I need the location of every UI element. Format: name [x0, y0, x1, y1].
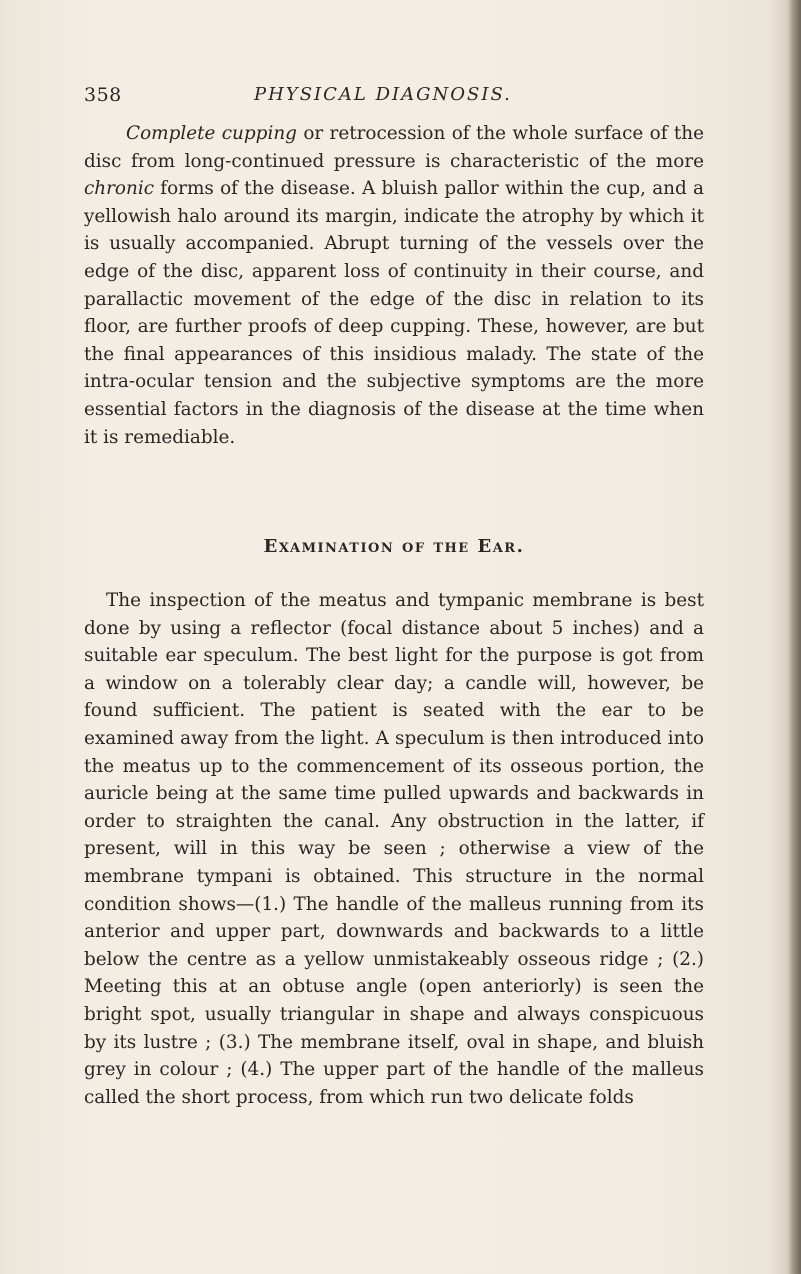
page-number: 358 — [84, 84, 122, 106]
page-edge-shadow — [787, 0, 801, 1274]
paragraph-text: forms of the disease. A bluish pallor within the cup, and a yellowish halo around its margin, indicate the atrophy by which it is usually accompanied. Abrupt turning of the vessels over the edge of the disc, apparent loss of continuity in their course, and parallactic movement of the edge of the disc in relation to its floor, are further proofs of deep cupping. These, however, are but the final appearances of this insidious malady. The state of the intra-ocular tension and the subjective symptoms are the more essential factors in the diagnosis of the disease at the time when it is remediable. — [84, 178, 704, 448]
italic-word-chronic: chronic — [84, 178, 155, 200]
italic-phrase-complete-cupping: Complete cupping — [126, 123, 297, 144]
section-heading: Examination of the Ear. — [263, 536, 525, 557]
page-header — [84, 84, 744, 112]
paragraph-text: or retrocession of the whole surface of the disc from long-continued pressure is characteristic of the more — [84, 123, 704, 172]
paragraph-ear-examination: The inspection of the meatus and tympanic membrane is best done by using a reflector (focal distance about 5 inches) and a suitable ear speculum. The best light for the purpose is got from a window on a tolerably clear day; a candle will, however, be found sufficient. The patient is seated with the ear to be examined away from the light. A speculum is then introduced into the meatus up to the commencement of its osseous portion, the auricle being at the same time pulled upwards and backwards in order to straighten the canal. Any obstruction in the latter, if present, will in this way be seen ; otherwise a view of the membrane tympani is obtained. This structure in the normal condition shows—(1.) The handle of the malleus running from its anterior and upper part, downwards and backwards to a little below the centre as a yellow unmistakeably osseous ridge ; (2.) Meeting this at an obtuse angle (open anteriorly) is seen the bright spot, usually triangular in shape and always conspicuous by its lustre ; (3.) The membrane itself, oval in shape, and bluish grey in colour ; (4.) The upper part of the handle of the malleus called the short process, from which run two delicate folds — [84, 590, 704, 1108]
paragraph-cupping — [84, 120, 704, 451]
running-head: PHYSICAL DIAGNOSIS. — [254, 84, 512, 105]
